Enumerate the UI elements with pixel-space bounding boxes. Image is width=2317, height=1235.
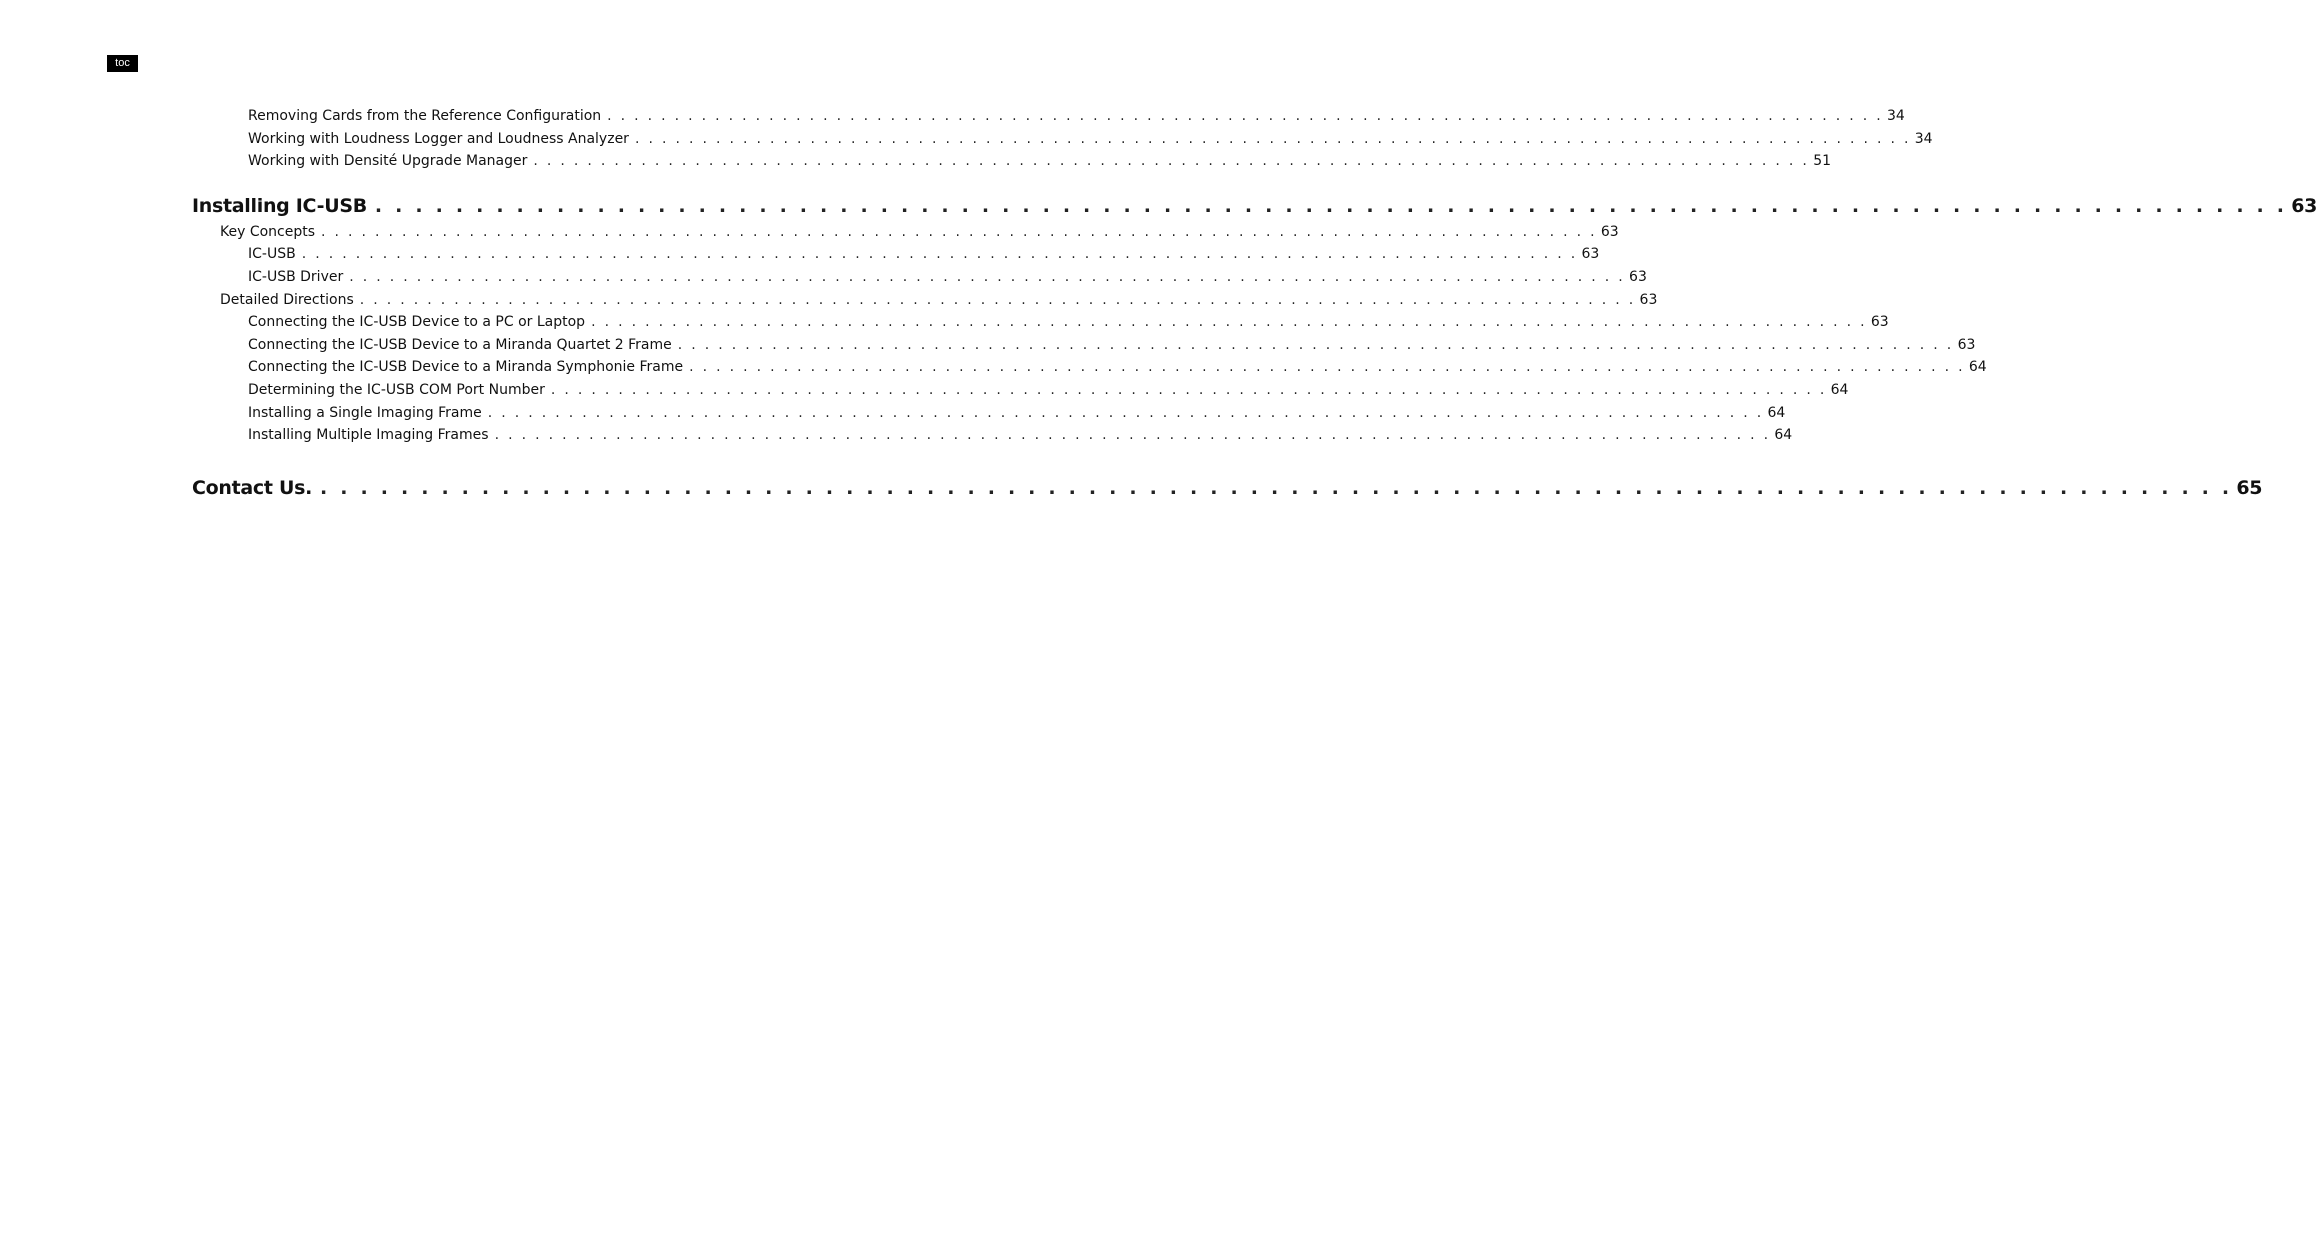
toc-chapter-installing-ic-usb[interactable] <box>192 191 2317 221</box>
toc-entry-page: 51 <box>1813 153 1832 170</box>
toc-entry-label: Working with Densité Upgrade Manager <box>248 153 528 170</box>
toc-entry-connect-pc[interactable] <box>192 311 1889 334</box>
toc-entry-page: 63 <box>1600 223 1619 240</box>
toc-entry-page: 63 <box>1957 336 1976 353</box>
dot-leader: . . . . . . . . . . . . . . . . . . . . . . . . . . . . . . . . . . . . . . . . . . . . . . . . . . . . . . . . . . . . . . . . . . . . . . . . . . . . . . . . . . . . . . . . . . . . . . . <box>359 291 1636 308</box>
dot-leader: . . . . . . . . . . . . . . . . . . . . . . . . . . . . . . . . . . . . . . . . . . . . . . . . . . . . . . . . . . . . . . . . . . . . . . . . . . . . . . . . . . . . . . . . . . . . . . . <box>677 336 1954 353</box>
toc-entry-connect-quartet[interactable] <box>192 334 1976 357</box>
dot-leader: . . . . . . . . . . . . . . . . . . . . . . . . . . . . . . . . . . . . . . . . . . . . . . . . . . . . . . . . . . . . . . . . . . . . . . . . . . . . . . . . . . . . . . . . . . . . . . . <box>487 404 1764 421</box>
toc-entry-ic-usb-driver[interactable] <box>192 266 1647 289</box>
toc-entry-label: Installing a Single Imaging Frame <box>248 404 482 421</box>
dot-leader: . . . . . . . . . . . . . . . . . . . . . . . . . . . . . . . . . . . . . . . . . . . . . . . . . . . . . . . . . . . . . . . . . . . . . . . . . . . . . . . . . . . . . . . . . . . . . . . <box>550 381 1827 398</box>
toc-entry-upgrade-manager[interactable] <box>192 150 1832 173</box>
toc-entry-label: Working with Loudness Logger and Loudness Analyzer <box>248 130 629 147</box>
chapter-page: 63 <box>2291 194 2317 217</box>
toc-entry-page: 64 <box>1767 404 1786 421</box>
dot-leader: . . . . . . . . . . . . . . . . . . . . . . . . . . . . . . . . . . . . . . . . . . . . . . . . . . . . . . . . . . . . . . . . . . . . . . . . . . . . . . . . . . . . . . . . . . . . . . . <box>533 153 1810 170</box>
chapter-page: 65 <box>2236 476 2263 499</box>
dot-leader: . . . . . . . . . . . . . . . . . . . . . . . . . . . . . . . . . . . . . . . . . . . . . . . . . . . . . . . . . . . . . . . . . . . . . . . . . . . . . . . . . . . . . . . . . . . . . . . <box>374 194 2288 217</box>
toc-entry-page: 63 <box>1870 314 1889 331</box>
toc-tab-label: toc <box>107 55 138 72</box>
toc-entry-label: Installing Multiple Imaging Frames <box>248 427 489 444</box>
toc-entry-com-port[interactable] <box>192 379 1849 402</box>
dot-leader: . . . . . . . . . . . . . . . . . . . . . . . . . . . . . . . . . . . . . . . . . . . . . . . . . . . . . . . . . . . . . . . . . . . . . . . . . . . . . . . . . . . . . . . . . . . . . . . <box>321 223 1597 240</box>
dot-leader: . . . . . . . . . . . . . . . . . . . . . . . . . . . . . . . . . . . . . . . . . . . . . . . . . . . . . . . . . . . . . . . . . . . . . . . . . . . . . . . . . . . . . . . . . . . . . . . <box>689 359 1965 376</box>
dot-leader: . . . . . . . . . . . . . . . . . . . . . . . . . . . . . . . . . . . . . . . . . . . . . . . . . . . . . . . . . . . . . . . . . . . . . . . . . . . . . . . . . . . . . . . . . . . . . . . <box>301 246 1578 263</box>
toc-entry-loudness-logger[interactable] <box>192 128 1933 151</box>
toc-entry-connect-symphonie[interactable] <box>192 356 1987 379</box>
toc-entry-multiple-imaging-frames[interactable] <box>192 424 1793 447</box>
table-of-contents <box>192 105 2317 503</box>
toc-entry-page: 34 <box>1914 130 1933 147</box>
toc-entry-page: 34 <box>1886 108 1905 124</box>
toc-entry-key-concepts[interactable] <box>192 221 1619 244</box>
dot-leader: . . . . . . . . . . . . . . . . . . . . . . . . . . . . . . . . . . . . . . . . . . . . . . . . . . . . . . . . . . . . . . . . . . . . . . . . . . . . . . . . . . . . . . . . . . . . . . . <box>591 314 1867 331</box>
dot-leader: . . . . . . . . . . . . . . . . . . . . . . . . . . . . . . . . . . . . . . . . . . . . . . . . . . . . . . . . . . . . . . . . . . . . . . . . . . . . . . . . . . . . . . . . . . . . . . . <box>634 130 1911 147</box>
toc-entry-page: 63 <box>1639 291 1658 308</box>
toc-entry-label: IC-USB Driver <box>248 268 344 285</box>
toc-entry-label: Removing Cards from the Reference Configuration <box>248 108 602 124</box>
toc-entry-ic-usb[interactable] <box>192 243 1600 266</box>
toc-entry-removing-cards[interactable] <box>192 105 1905 128</box>
toc-entry-single-imaging-frame[interactable] <box>192 402 1786 425</box>
toc-entry-page: 64 <box>1830 381 1849 398</box>
toc-entry-page: 63 <box>1581 246 1600 263</box>
dot-leader: . . . . . . . . . . . . . . . . . . . . . . . . . . . . . . . . . . . . . . . . . . . . . . . . . . . . . . . . . . . . . . . . . . . . . . . . . . . . . . . . . . . . . . . . . . . . . . . <box>320 476 2233 499</box>
chapter-title: Installing IC-USB <box>192 194 367 217</box>
toc-entry-label: Connecting the IC-USB Device to a Miranda Symphonie Frame <box>248 359 684 376</box>
toc-entry-page: 64 <box>1774 427 1793 444</box>
dot-leader: . . . . . . . . . . . . . . . . . . . . . . . . . . . . . . . . . . . . . . . . . . . . . . . . . . . . . . . . . . . . . . . . . . . . . . . . . . . . . . . . . . . . . . . . . . . . . . . <box>494 427 1771 444</box>
toc-entry-label: Detailed Directions <box>220 291 354 308</box>
toc-entry-label: Connecting the IC-USB Device to a PC or Laptop <box>248 314 586 331</box>
toc-entry-page: 63 <box>1629 268 1647 285</box>
chapter-title: Contact Us. <box>192 476 313 499</box>
toc-entry-label: IC-USB <box>248 246 296 263</box>
toc-entry-label: Determining the IC-USB COM Port Number <box>248 381 545 398</box>
toc-entry-label: Connecting the IC-USB Device to a Miranda Quartet 2 Frame <box>248 336 672 353</box>
dot-leader: . . . . . . . . . . . . . . . . . . . . . . . . . . . . . . . . . . . . . . . . . . . . . . . . . . . . . . . . . . . . . . . . . . . . . . . . . . . . . . . . . . . . . . . . . . . . . . . <box>607 108 1883 124</box>
toc-chapter-contact-us[interactable] <box>192 473 2263 503</box>
toc-entry-detailed-directions[interactable] <box>192 289 1658 312</box>
dot-leader: . . . . . . . . . . . . . . . . . . . . . . . . . . . . . . . . . . . . . . . . . . . . . . . . . . . . . . . . . . . . . . . . . . . . . . . . . . . . . . . . . . . . . . . . . . . . . . . <box>349 268 1626 285</box>
toc-entry-label: Key Concepts <box>220 223 316 240</box>
toc-entry-page: 64 <box>1968 359 1987 376</box>
